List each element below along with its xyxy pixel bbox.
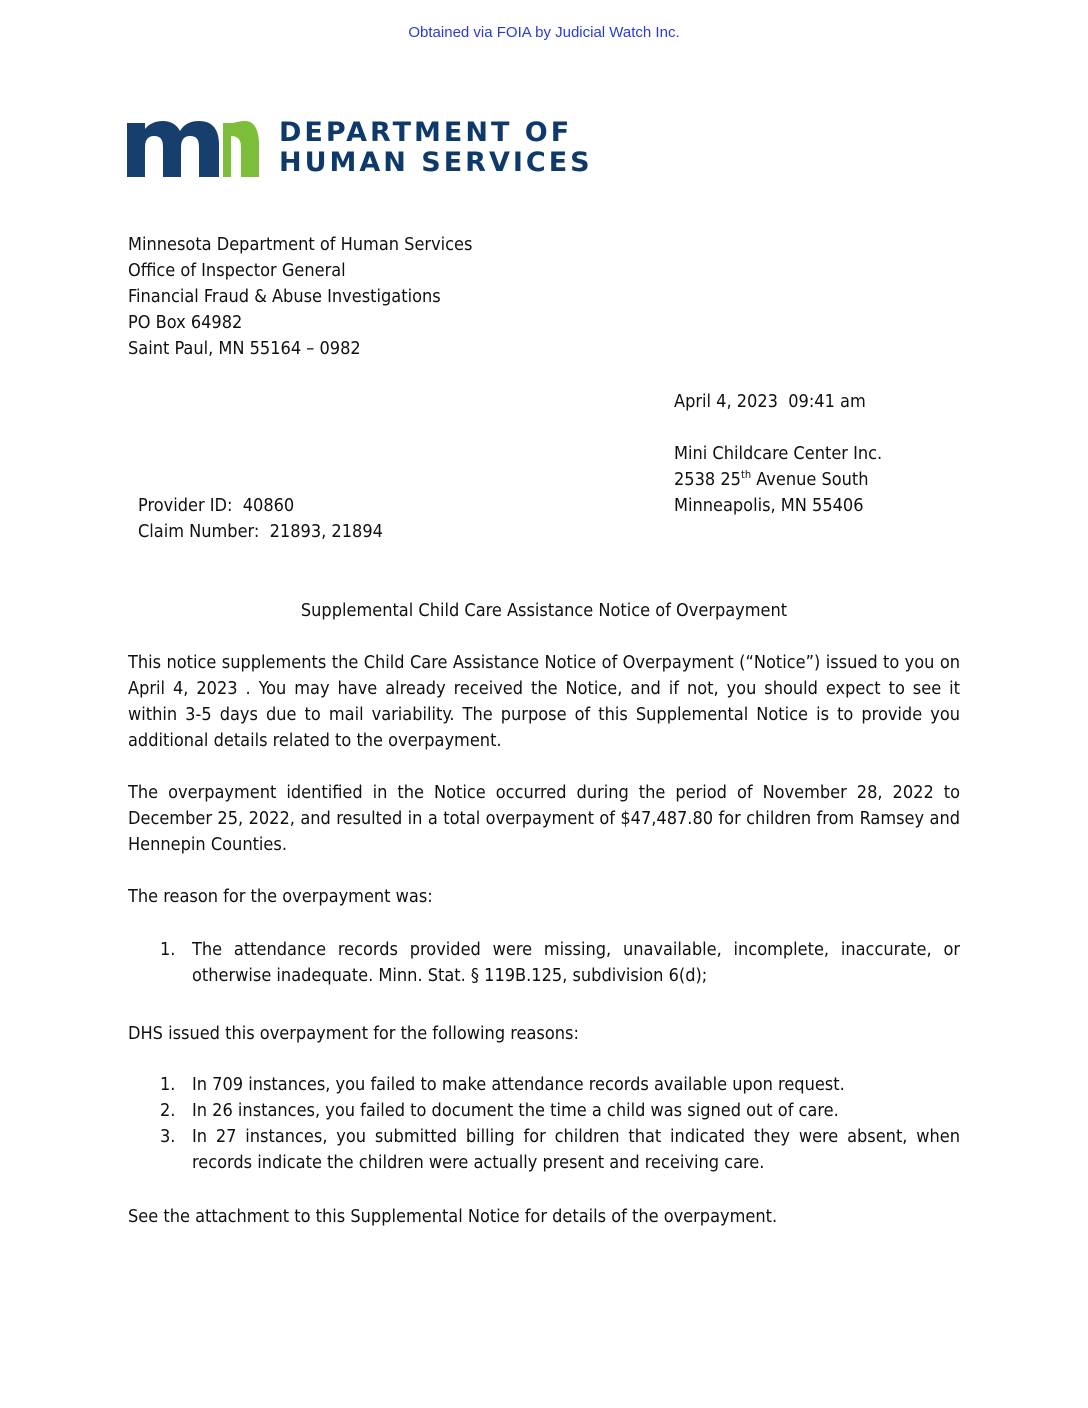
claim-number: Claim Number: 21893, 21894 xyxy=(138,521,383,542)
recipient-street xyxy=(674,467,882,493)
sender-line: Office of Inspector General xyxy=(128,260,346,281)
list-text: The attendance records provided were missing, unavailable, incomplete, inaccurate, or otherwise inadequate. Minn. Stat. § 119B.125, subdivision 6(d); xyxy=(192,939,960,986)
provider-info xyxy=(138,493,383,545)
logo-line-2: HUMAN SERVICES xyxy=(279,147,593,178)
street-name: Avenue South xyxy=(751,469,869,490)
dhs-reasons-list xyxy=(160,1072,960,1176)
notice-title: Supplemental Child Care Assistance Notice of Overpayment xyxy=(300,600,788,621)
list-item xyxy=(160,1098,960,1124)
sender-line: Saint Paul, MN 55164 – 0982 xyxy=(128,338,361,359)
list-text: In 27 instances, you submitted billing for children that indicated they were absent, when records indicate the children were actually present and receiving care. xyxy=(192,1126,960,1173)
logo-line-1: DEPARTMENT OF xyxy=(279,117,573,148)
reason-list xyxy=(160,937,960,989)
paragraph-intro: This notice supplements the Child Care Assistance Notice of Overpayment (“Notice”) issued to you on April 4, 2023 . You may have already received the Notice, and if not, you should expect to see it within 3-5 days due to mail variability. The purpose of this Supplemental Notice is to provide you additional details related to the overpayment. xyxy=(128,652,960,751)
recipient-name: Mini Childcare Center Inc. xyxy=(674,443,883,464)
sender-line: PO Box 64982 xyxy=(128,312,243,333)
sender-address xyxy=(128,232,472,362)
provider-id: Provider ID: 40860 xyxy=(138,495,295,516)
sender-line: Minnesota Department of Human Services xyxy=(128,234,473,255)
street-number: 2538 25 xyxy=(674,469,741,490)
list-item xyxy=(160,1072,960,1098)
list-number: 1. xyxy=(160,1074,176,1095)
paragraph-attachment-note: See the attachment to this Supplemental Notice for details of the overpayment. xyxy=(128,1206,778,1227)
list-number: 3. xyxy=(160,1126,176,1147)
date-time-text: April 4, 2023 09:41 am xyxy=(674,391,866,412)
foia-watermark: Obtained via FOIA by Judicial Watch Inc. xyxy=(408,24,680,41)
mn-logo-icon xyxy=(127,119,259,177)
paragraph-dhs-reasons-heading: DHS issued this overpayment for the following reasons: xyxy=(128,1023,579,1044)
list-text: In 709 instances, you failed to make attendance records available upon request. xyxy=(192,1074,845,1095)
list-item xyxy=(160,1124,960,1176)
street-ordinal: th xyxy=(740,468,752,481)
paragraph-overpayment-period: The overpayment identified in the Notice occurred during the period of November 28, 2022 to December 25, 2022, and resulted in a total overpayment of $47,487.80 for children from Ramsey and Hennepin Counties. xyxy=(128,782,960,855)
list-item xyxy=(160,937,960,989)
recipient-city: Minneapolis, MN 55406 xyxy=(674,495,864,516)
list-number: 1. xyxy=(160,939,176,960)
list-number: 2. xyxy=(160,1100,176,1121)
recipient-address xyxy=(674,441,882,519)
letter-date xyxy=(674,389,866,415)
dhs-logo xyxy=(127,118,593,178)
list-text: In 26 instances, you failed to document the time a child was signed out of care. xyxy=(192,1100,839,1121)
paragraph-reason-heading: The reason for the overpayment was: xyxy=(128,886,433,907)
sender-line: Financial Fraud & Abuse Investigations xyxy=(128,286,441,307)
